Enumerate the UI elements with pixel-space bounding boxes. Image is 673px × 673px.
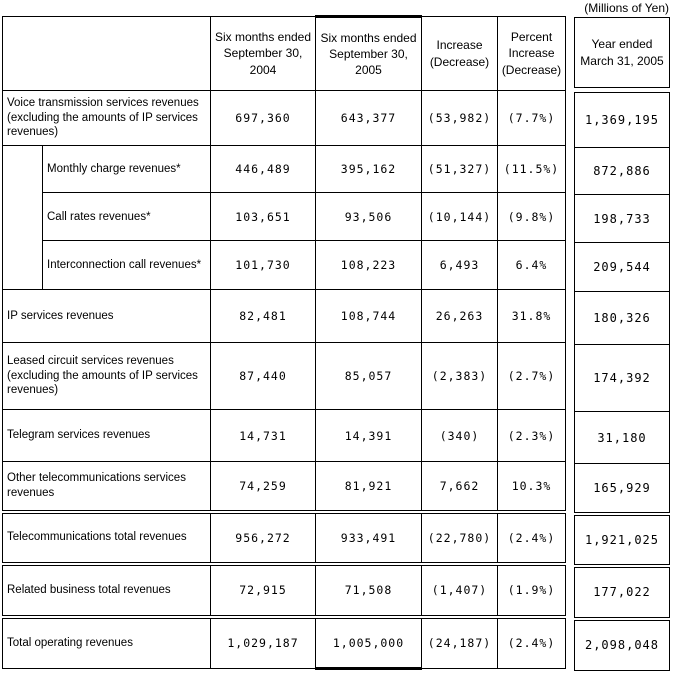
value-2004: 103,651: [211, 193, 316, 241]
value-increase: (2,383): [422, 343, 498, 410]
value-increase: (53,982): [422, 91, 498, 146]
value-percent: (2.4%): [498, 617, 566, 669]
col-header-empty: [3, 17, 211, 91]
value-2004: 82,481: [211, 290, 316, 343]
value-percent: 6.4%: [498, 241, 566, 290]
value-2005: 108,744: [316, 290, 422, 343]
table-row: [575, 243, 670, 292]
row-label: Voice transmission services revenues (excluding the amounts of IP services revenues): [3, 91, 211, 146]
header-line: 2005: [355, 63, 382, 78]
value-year-ended: 180,326: [575, 292, 670, 345]
value-2004: 446,489: [211, 146, 316, 193]
table-row-interconnection-call: [3, 241, 566, 290]
col-header-increase: [422, 17, 498, 91]
header-line: Six months ended: [320, 30, 417, 45]
row-label: Monthly charge revenues*: [43, 146, 211, 193]
header-line: Increase: [436, 38, 483, 53]
value-2005: 85,057: [316, 343, 422, 410]
table-row: [575, 514, 670, 566]
table-row-monthly-charge: [3, 146, 566, 193]
value-2004: 74,259: [211, 462, 316, 512]
row-label: Related business total revenues: [3, 564, 211, 617]
table-row-related-business-total: [3, 564, 566, 617]
header-line: 2004: [249, 62, 277, 77]
tables-wrap: [2, 15, 673, 671]
value-percent: 10.3%: [498, 462, 566, 512]
table-row: [575, 566, 670, 619]
row-label: Telegram services revenues: [3, 410, 211, 462]
row-label: Telecommunications total revenues: [3, 512, 211, 564]
value-increase: (340): [422, 410, 498, 462]
value-year-ended: 174,392: [575, 345, 670, 412]
table-row-telecom-total: [3, 512, 566, 564]
value-2005: 71,508: [316, 564, 422, 617]
table-row-other-telecom: [3, 462, 566, 512]
table-row: [575, 464, 670, 514]
value-increase: 6,493: [422, 241, 498, 290]
table-row: [575, 148, 670, 195]
table-row-telegram-services: [3, 410, 566, 462]
table-row-ip-services: [3, 290, 566, 343]
table-row-leased-circuit: [3, 343, 566, 410]
table-row-call-rates: [3, 193, 566, 241]
row-label: Total operating revenues: [3, 617, 211, 669]
table-row-total-operating: [3, 617, 566, 669]
table-row-voice-transmission: [3, 91, 566, 146]
header-line: September 30,: [329, 46, 408, 61]
value-year-ended: 872,886: [575, 148, 670, 195]
header-line: Year ended: [591, 37, 653, 52]
value-percent: (7.7%): [498, 91, 566, 146]
value-2005: 933,491: [316, 512, 422, 564]
col-header-percent-increase: [498, 17, 566, 91]
value-2004: 72,915: [211, 564, 316, 617]
row-label: IP services revenues: [3, 290, 211, 343]
header-line: (Decrease): [429, 54, 490, 69]
value-increase: 7,662: [422, 462, 498, 512]
value-2004: 697,360: [211, 91, 316, 146]
header-line: March 31, 2005: [580, 53, 664, 68]
value-increase: (24,187): [422, 617, 498, 669]
col-header-year-ended: [574, 17, 670, 88]
header-line: (Decrease): [501, 62, 562, 77]
row-label: Leased circuit services revenues (excluding the amounts of IP services revenues): [3, 343, 211, 410]
header-line: Percent: [510, 30, 553, 45]
value-year-ended: 198,733: [575, 195, 670, 243]
value-increase: (51,327): [422, 146, 498, 193]
value-2005: 14,391: [316, 410, 422, 462]
value-increase: (22,780): [422, 512, 498, 564]
value-2004: 101,730: [211, 241, 316, 290]
year-ended-column: [574, 17, 670, 671]
header-row: [3, 17, 566, 91]
header-line: September 30,: [223, 46, 303, 61]
value-2005: 643,377: [316, 91, 422, 146]
value-year-ended: 2,098,048: [575, 619, 670, 671]
indent-cell: [3, 146, 43, 290]
value-year-ended: 31,180: [575, 412, 670, 464]
table-row: [575, 195, 670, 243]
table-row: [575, 292, 670, 345]
value-2005: 93,506: [316, 193, 422, 241]
value-2004: 1,029,187: [211, 617, 316, 669]
value-year-ended: 177,022: [575, 566, 670, 619]
value-percent: (2.7%): [498, 343, 566, 410]
table-row: [575, 412, 670, 464]
table-row: [575, 93, 670, 148]
row-label: Other telecommunications services revenues: [3, 462, 211, 512]
value-increase: 26,263: [422, 290, 498, 343]
value-percent: (2.3%): [498, 410, 566, 462]
header-line: Increase: [508, 46, 555, 61]
table-row: [575, 345, 670, 412]
value-increase: (1,407): [422, 564, 498, 617]
value-year-ended: 1,369,195: [575, 93, 670, 148]
col-header-six-months-2005: [316, 17, 422, 91]
value-2004: 956,272: [211, 512, 316, 564]
value-percent: (1.9%): [498, 564, 566, 617]
value-2005: 81,921: [316, 462, 422, 512]
value-2004: 87,440: [211, 343, 316, 410]
value-2005: 1,005,000: [316, 617, 422, 669]
value-increase: (10,144): [422, 193, 498, 241]
table-row: [575, 619, 670, 671]
header-line: Six months ended: [214, 30, 312, 45]
value-year-ended: 165,929: [575, 464, 670, 514]
value-percent: (11.5%): [498, 146, 566, 193]
col-header-six-months-2004: [211, 17, 316, 91]
value-percent: (9.8%): [498, 193, 566, 241]
year-ended-table: [574, 92, 670, 671]
value-2005: 395,162: [316, 146, 422, 193]
value-percent: (2.4%): [498, 512, 566, 564]
value-percent: 31.8%: [498, 290, 566, 343]
value-year-ended: 1,921,025: [575, 514, 670, 566]
revenue-table: [2, 15, 566, 670]
row-label: Call rates revenues*: [43, 193, 211, 241]
value-2005: 108,223: [316, 241, 422, 290]
value-year-ended: 209,544: [575, 243, 670, 292]
row-label: Interconnection call revenues*: [43, 241, 211, 290]
units-note: (Millions of Yen): [584, 1, 669, 15]
value-2004: 14,731: [211, 410, 316, 462]
